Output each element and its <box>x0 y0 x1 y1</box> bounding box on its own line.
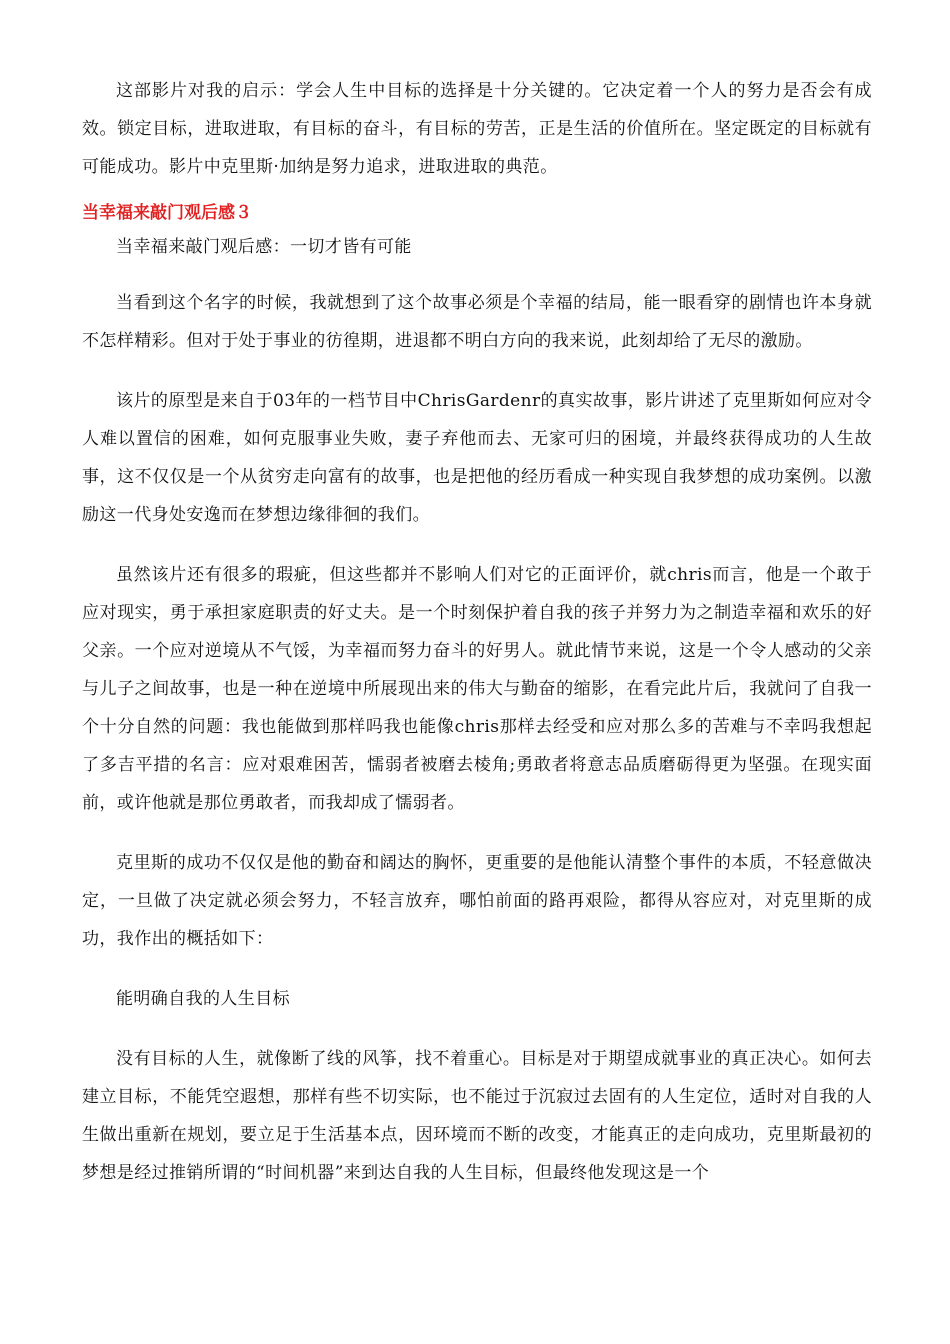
intro-paragraph: 这部影片对我的启示：学会人生中目标的选择是十分关键的。它决定着一个人的努力是否会有成效。锁定目标，进取进取，有目标的奋斗，有目标的劳苦，正是生活的价值所在。坚定既定的目标就有可能成功。影片中克里斯·加纳是努力追求，进取进取的典范。 <box>82 81 872 177</box>
section-subtitle: 当幸福来敲门观后感：一切才皆有可能 <box>116 237 412 257</box>
body-paragraph-6: 没有目标的人生，就像断了线的风筝，找不着重心。目标是对于期望成就事业的真正决心。如何去建立目标，不能凭空遐想，那样有些不切实际，也不能过于沉寂过去固有的人生定位，适时对自我的人生做出重新在规划，要立足于生活基本点，因环境而不断的改变，才能真正的走向成功，克里斯最初的梦想是经过推销所谓的“时间机器”来到达自我的人生目标，但最终他发现这是一个 <box>82 1049 872 1183</box>
document-page <box>82 72 872 1214</box>
body-paragraph-5: 能明确自我的人生目标 <box>116 989 290 1009</box>
body-paragraph-1: 当看到这个名字的时候，我就想到了这个故事必须是个幸福的结局，能一眼看穿的剧情也许本身就不怎样精彩。但对于处于事业的彷徨期，进退都不明白方向的我来说，此刻却给了无尽的激励。 <box>82 293 872 351</box>
body-paragraph-4: 克里斯的成功不仅仅是他的勤奋和阔达的胸怀，更重要的是他能认清整个事件的本质，不轻意做决定，一旦做了决定就必须会努力，不轻言放弃，哪怕前面的路再艰险，都得从容应对，对克里斯的成功，我作出的概括如下： <box>82 853 872 949</box>
body-paragraph-3: 虽然该片还有很多的瑕疵，但这些都并不影响人们对它的正面评价，就chris而言，他是一个敢于应对现实，勇于承担家庭职责的好丈夫。是一个时刻保护着自我的孩子并努力为之制造幸福和欢乐的好父亲。一个应对逆境从不气馁，为幸福而努力奋斗的好男人。就此情节来说，这是一个令人感动的父亲与儿子之间故事，也是一种在逆境中所展现出来的伟大与勤奋的缩影，在看完此片后，我就问了自我一个十分自然的问题：我也能做到那样吗我也能像chris那样去经受和应对那么多的苦难与不幸吗我想起了多吉平措的名言：应对艰难困苦，懦弱者被磨去棱角;勇敢者将意志品质磨砺得更为坚强。在现实面前，或许他就是那位勇敢者，而我却成了懦弱者。 <box>82 565 872 813</box>
section-heading: 当幸福来敲门观后感３ <box>82 203 252 223</box>
body-paragraph-2: 该片的原型是来自于03年的一档节目中ChrisGardenr的真实故事，影片讲述了克里斯如何应对令人难以置信的困难，如何克服事业失败，妻子弃他而去、无家可归的困境，并最终获得成功的人生故事，这不仅仅是一个从贫穷走向富有的故事，也是把他的经历看成一种实现自我梦想的成功案例。以激励这一代身处安逸而在梦想边缘徘徊的我们。 <box>82 391 872 525</box>
